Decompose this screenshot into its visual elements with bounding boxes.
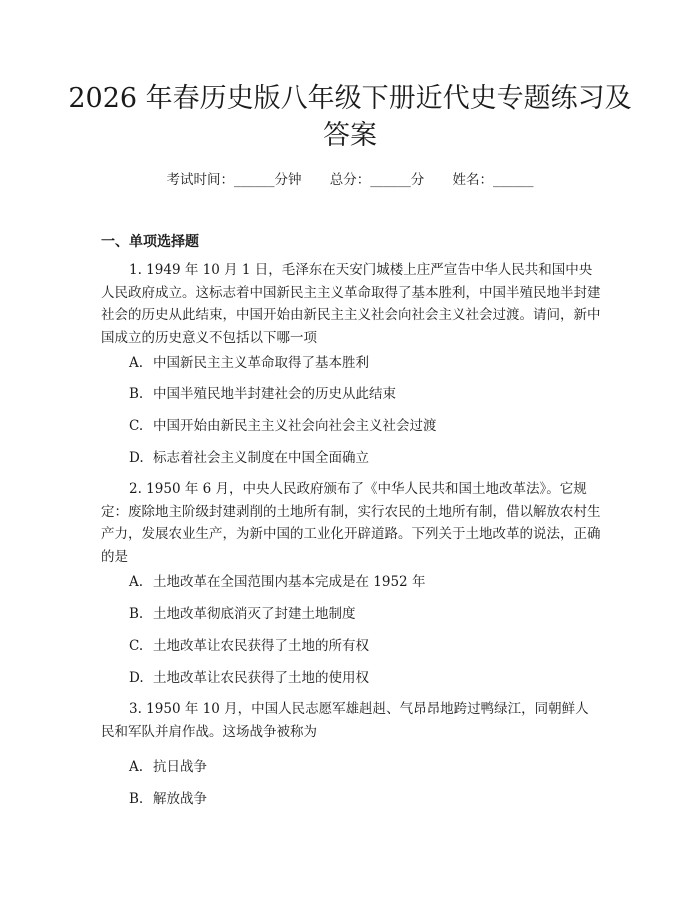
- option-text: 中国开始由新民主主义社会向社会主义社会过渡: [153, 418, 437, 434]
- question-2-option-d: [129, 667, 369, 689]
- option-text: 土地改革彻底消灭了封建土地制度: [153, 606, 356, 622]
- option-letter: B.: [129, 791, 144, 807]
- option-text: 抗日战争: [153, 759, 207, 775]
- question-1-option-d: [129, 447, 369, 469]
- option-text: 标志着社会主义制度在中国全面确立: [153, 450, 369, 466]
- option-text: 中国半殖民地半封建社会的历史从此结束: [153, 386, 396, 402]
- total-score-blank: ______: [370, 172, 411, 188]
- question-2-option-a: [129, 571, 425, 593]
- student-name-label: 姓名：: [452, 172, 494, 188]
- option-letter: A.: [129, 355, 144, 371]
- option-text: 解放战争: [153, 791, 207, 807]
- exam-info-line: [0, 168, 700, 188]
- total-score: [330, 168, 425, 188]
- option-text: 中国新民主主义革命取得了基本胜利: [153, 355, 369, 371]
- document-title: 2026 年春历史版八年级下册近代史专题练习及答案: [68, 83, 632, 151]
- section-title: 一、单项选择题: [101, 234, 199, 250]
- option-letter: D.: [129, 670, 144, 686]
- option-letter: C.: [129, 418, 144, 434]
- total-score-unit: 分: [410, 172, 425, 188]
- question-2-option-c: [129, 635, 369, 657]
- question-1-option-a: [129, 352, 369, 374]
- question-2-text: 2. 1950 年 6 月，中央人民政府颁布了《中华人民共和国土地改革法》。它规定：废除地主阶级封建剥削的土地所有制，实行农民的土地所有制，借以解放农村生产力，发展农业生产，为新中国的工业化开辟道路。下列关于土地改革的说法，正确的是: [101, 481, 601, 565]
- exam-time-unit: 分钟: [274, 172, 302, 188]
- exam-time: [166, 168, 301, 188]
- question-3-option-a: [129, 756, 207, 778]
- total-score-label: 总分：: [329, 172, 371, 188]
- option-letter: B.: [129, 386, 144, 402]
- student-name: [453, 168, 534, 188]
- question-2-option-b: [129, 603, 356, 625]
- option-letter: C.: [129, 638, 144, 654]
- question-3-option-b: [129, 788, 207, 810]
- exam-time-label: 考试时间：: [166, 172, 234, 188]
- option-letter: A.: [129, 759, 144, 775]
- question-3-text: 3. 1950 年 10 月，中国人民志愿军雄赳赳、气昂昂地跨过鸭绿江，同朝鲜人民和军队并肩作战。这场战争被称为: [101, 701, 589, 740]
- option-text: 土地改革让农民获得了土地的所有权: [153, 638, 369, 654]
- student-name-blank: ______: [493, 172, 534, 188]
- option-letter: A.: [129, 574, 144, 590]
- question-1-option-b: [129, 383, 396, 405]
- option-letter: B.: [129, 606, 144, 622]
- question-1-text: 1. 1949 年 10 月 1 日，毛泽东在天安门城楼上庄严宣告中华人民共和国中央人民政府成立。这标志着中国新民主主义革命取得了基本胜利，中国半殖民地半封建社会的历史从此结束，中国开始由新民主主义社会向社会主义社会过渡。请问，新中国成立的历史意义不包括以下哪一项: [101, 262, 601, 346]
- option-text: 土地改革在全国范围内基本完成是在 1952 年: [153, 574, 426, 590]
- option-letter: D.: [129, 450, 144, 466]
- question-1-option-c: [129, 415, 437, 437]
- exam-time-blank: ______: [233, 172, 275, 188]
- option-text: 土地改革让农民获得了土地的使用权: [153, 670, 369, 686]
